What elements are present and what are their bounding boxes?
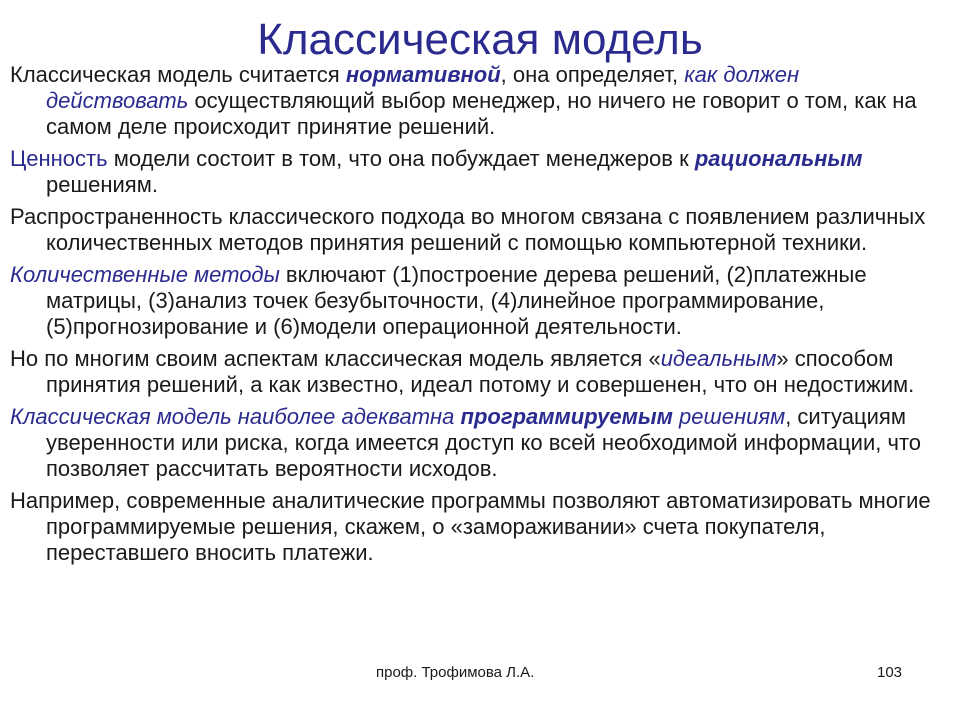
footer-author: проф. Трофимова Л.А. bbox=[376, 664, 535, 681]
text: , ситуациям уверенности или риска, когда имеется доступ ко всей необходимой информации, что позволяет рассчитать вероятности исходов. bbox=[46, 404, 922, 481]
text: Распространенность классического подхода во многом связана с появлением различных количественных методов принятия решений с помощью компьютерной техники. bbox=[10, 204, 926, 255]
text: , она определяет, bbox=[500, 62, 685, 87]
paragraph-ideal bbox=[10, 346, 945, 398]
emphasis-how-act: как должен действовать bbox=[46, 62, 800, 113]
text: включают (1)построение дерева решений, (2)платежные матрицы, (3)анализ точек безубыточности, (4)линейное программирование, (5)прогнозирование и (6)модели операционной деятельности. bbox=[46, 262, 867, 339]
text: Но по многим своим аспектам классическая модель является « bbox=[10, 346, 661, 371]
emphasis-adequate: Классическая модель наиболее адекватна bbox=[10, 404, 461, 429]
emphasis-rational: рациональным bbox=[694, 146, 863, 171]
emphasis-ideal: идеальным bbox=[660, 346, 777, 371]
text: Классическая модель считается bbox=[10, 62, 346, 87]
text: решениям. bbox=[46, 172, 158, 197]
paragraph-prevalence bbox=[10, 204, 945, 256]
emphasis-programmable: программируемым bbox=[460, 404, 673, 429]
page-number: 103 bbox=[877, 664, 903, 681]
emphasis-quant-methods: Количественные методы bbox=[10, 262, 280, 287]
paragraph-programmable bbox=[10, 404, 945, 482]
emphasis-normative: нормативной bbox=[345, 62, 501, 87]
slide-body bbox=[10, 62, 945, 572]
paragraph-normative bbox=[10, 62, 945, 140]
text: » способом принятия решений, а как известно, идеал потому и совершенен, что он недостижим. bbox=[46, 346, 915, 397]
text: осуществляющий выбор менеджер, но ничего не говорит о том, как на самом деле происходит принятие решений. bbox=[46, 88, 917, 139]
emphasis-value: Ценность bbox=[10, 146, 108, 171]
paragraph-value bbox=[10, 146, 945, 198]
text: Например, современные аналитические программы позволяют автоматизировать многие программируемые решения, скажем, о «замораживании» счета покупателя, переставшего вносить платежи. bbox=[10, 488, 931, 565]
text: модели состоит в том, что она побуждает менеджеров к bbox=[107, 146, 695, 171]
paragraph-example bbox=[10, 488, 945, 566]
paragraph-quant-methods bbox=[10, 262, 945, 340]
slide-title: Классическая модель bbox=[257, 15, 703, 64]
emphasis-decisions: решениям bbox=[672, 404, 786, 429]
